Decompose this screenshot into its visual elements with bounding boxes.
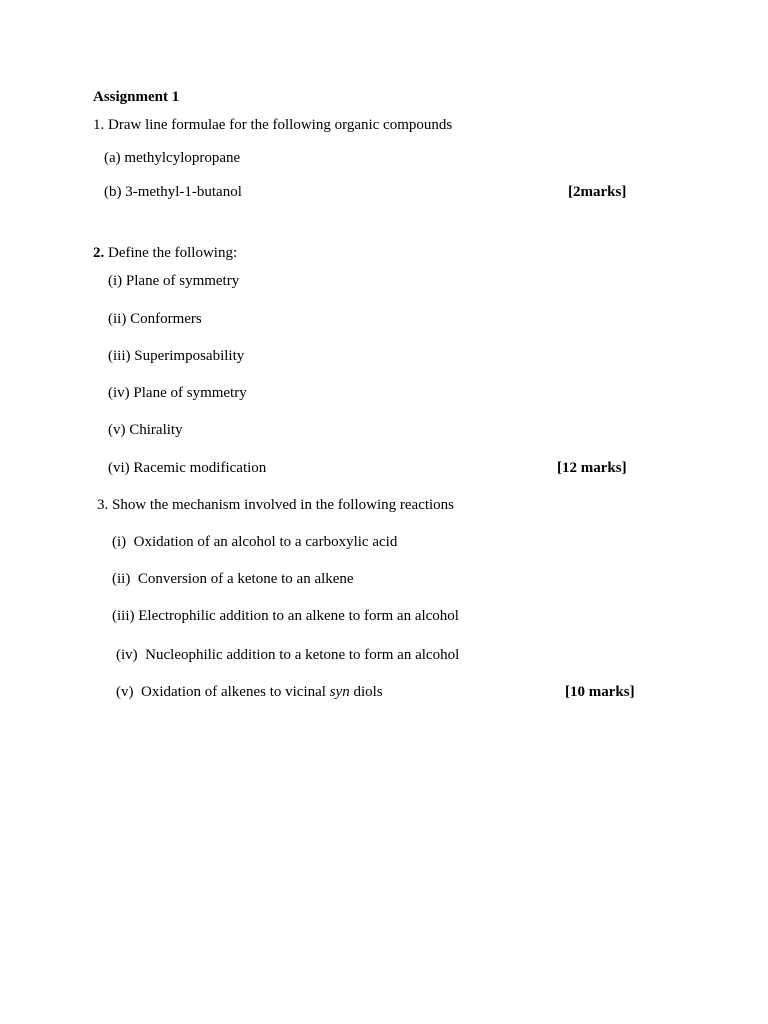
question-1 xyxy=(93,116,452,134)
question-3-number: 3. xyxy=(97,497,109,513)
question-3-item-iv: (iv) Nucleophilic addition to a ketone to form an alcohol xyxy=(116,647,460,663)
question-3-text: Show the mechanism involved in the following reactions xyxy=(112,497,455,513)
question-2-item-vi: (vi) Racemic modification xyxy=(108,460,267,476)
question-2-marks: [12 marks] xyxy=(557,460,627,476)
question-2-item-v: (v) Chirality xyxy=(108,422,183,438)
question-1-text: Draw line formulae for the following organic compounds xyxy=(108,117,453,133)
question-2-text: Define the following: xyxy=(108,245,238,261)
question-3-item-v xyxy=(116,683,383,701)
question-3 xyxy=(97,496,454,514)
question-2-number: 2. xyxy=(93,245,105,261)
question-2-item-ii: (ii) Conformers xyxy=(108,311,202,327)
question-3-item-i: (i) Oxidation of an alcohol to a carboxylic acid xyxy=(112,534,398,550)
question-3-item-v-prefix: (v) Oxidation of alkenes to vicinal xyxy=(116,684,330,700)
question-2-item-i: (i) Plane of symmetry xyxy=(108,273,240,289)
question-3-item-ii: (ii) Conversion of a ketone to an alkene xyxy=(112,571,354,587)
question-2-item-iv: (iv) Plane of symmetry xyxy=(108,385,247,401)
question-1-number: 1. xyxy=(93,117,105,133)
question-3-item-iii: (iii) Electrophilic addition to an alkene to form an alcohol xyxy=(112,608,459,624)
question-1-item-a: (a) methylcylopropane xyxy=(104,150,241,166)
question-2-item-iii: (iii) Superimposability xyxy=(108,348,245,364)
page-title: Assignment 1 xyxy=(93,89,180,105)
question-1-marks: [2marks] xyxy=(568,184,627,200)
question-2 xyxy=(93,244,237,262)
question-3-marks: [10 marks] xyxy=(565,684,635,700)
question-1-item-b: (b) 3-methyl-1-butanol xyxy=(104,184,242,200)
question-3-item-v-italic: syn xyxy=(329,684,350,700)
question-3-item-v-suffix: diols xyxy=(349,684,383,700)
